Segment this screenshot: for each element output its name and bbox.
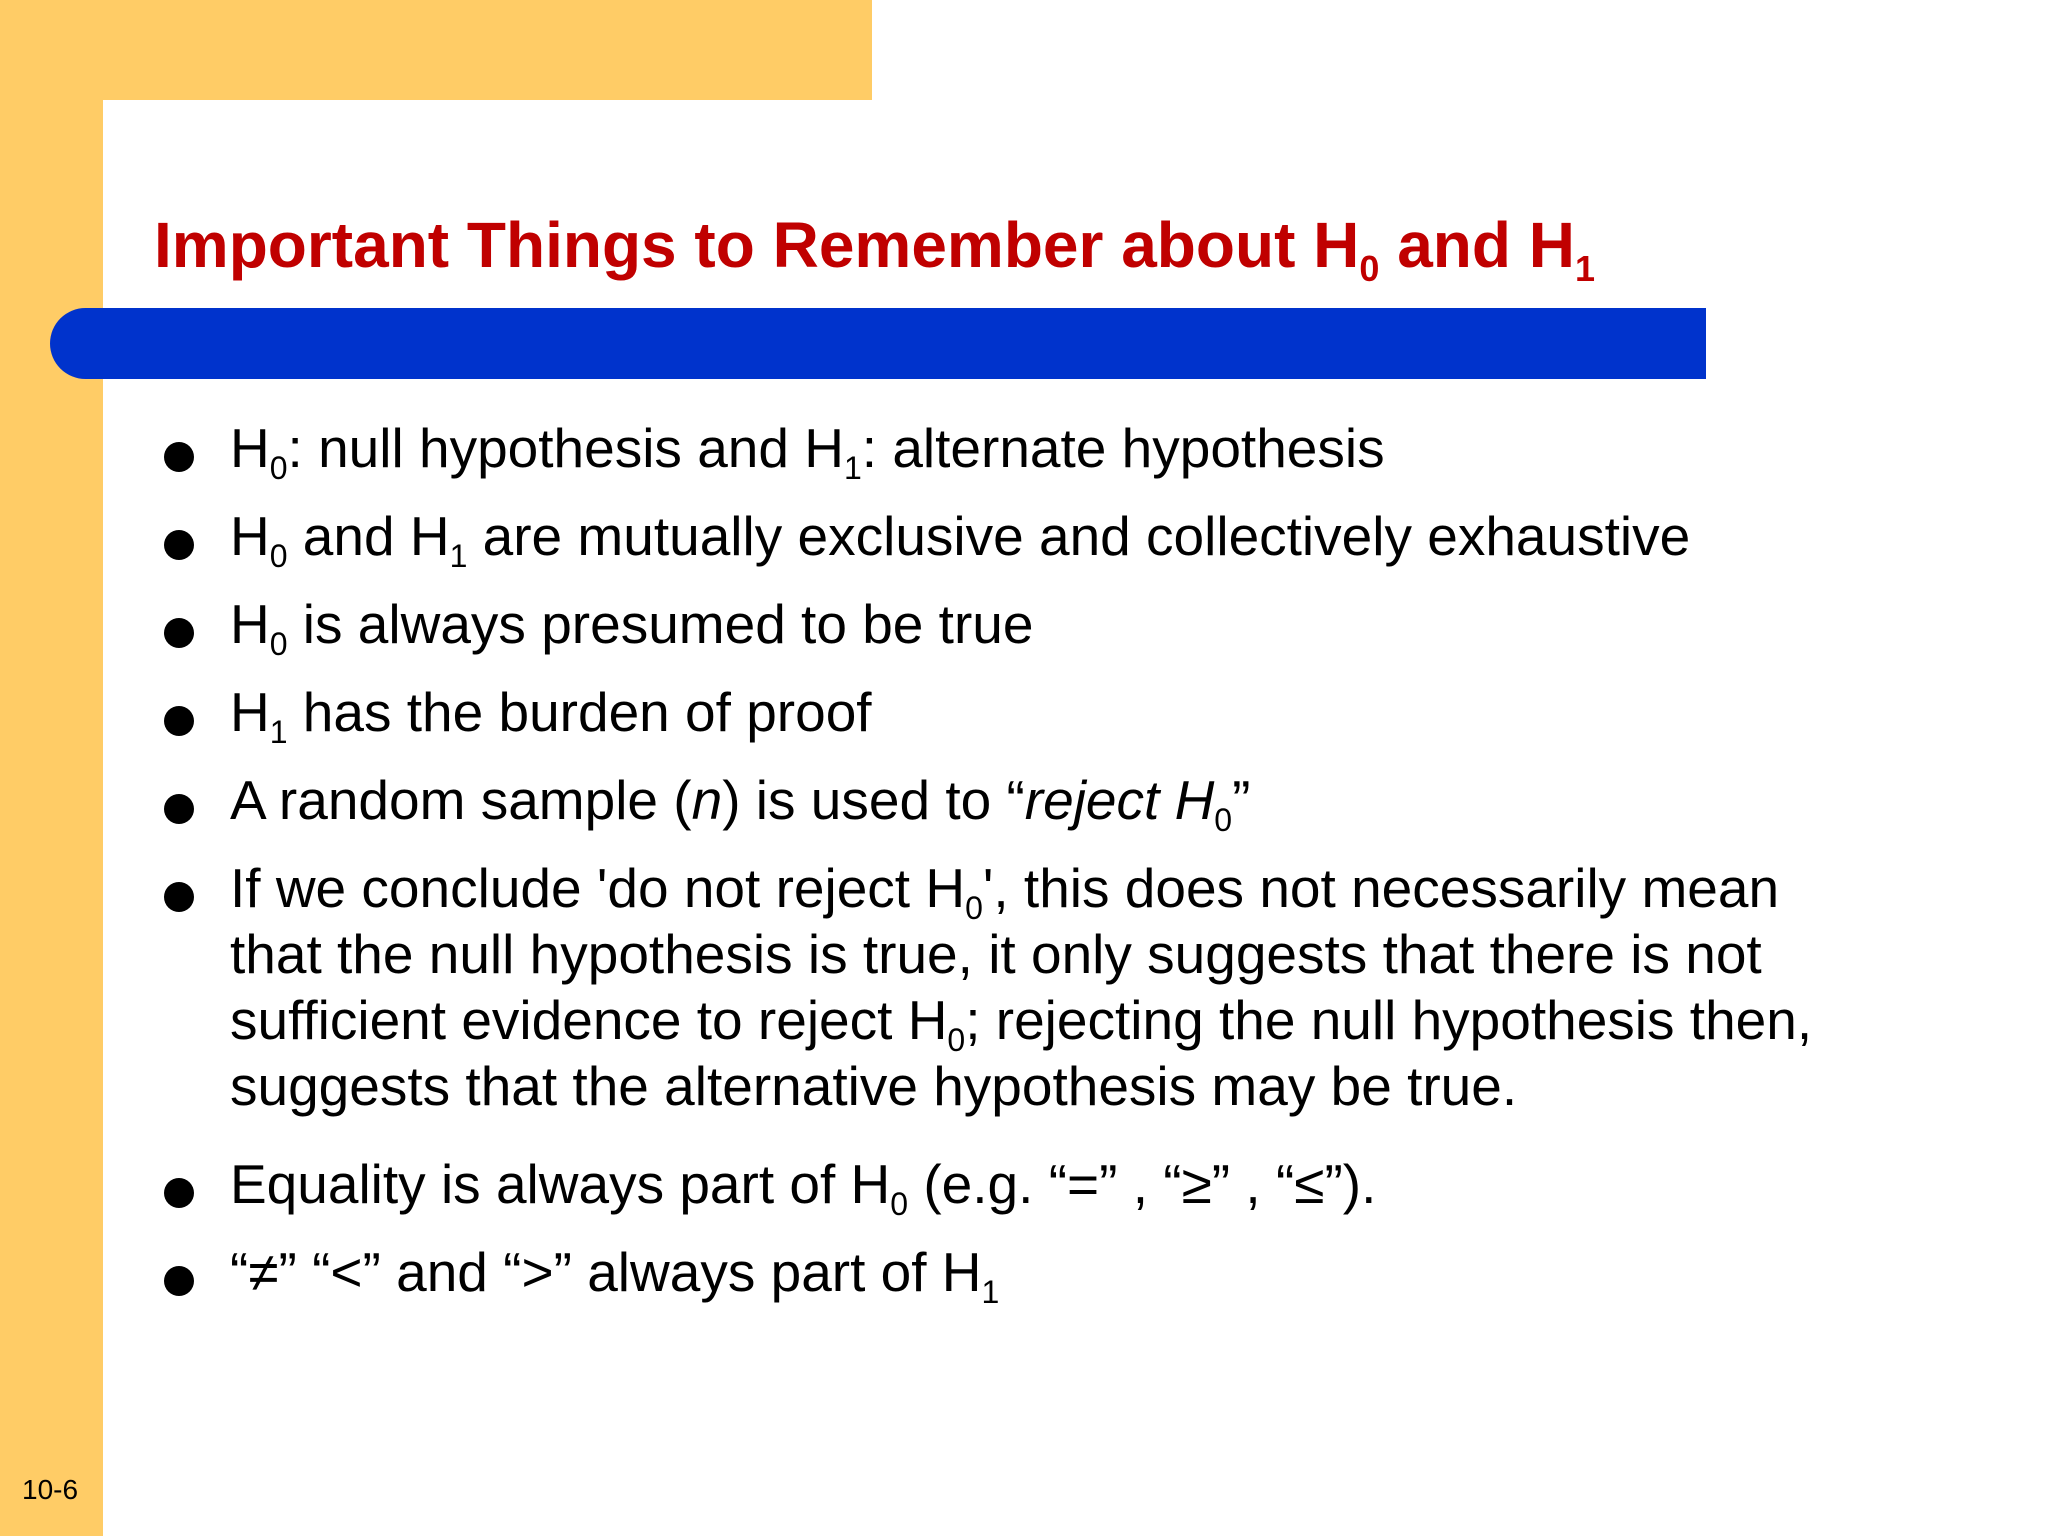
top-frame-band bbox=[0, 0, 872, 100]
bullet-item-inequality: “≠” “<” and “>” always part of $H_1$ bbox=[230, 1239, 2020, 1305]
bullet-dot-icon bbox=[164, 1178, 194, 1208]
bullet-item-hypotheses-defined: $H_0$: null hypothesis and $H_1$: alternate hypothesis bbox=[230, 415, 2020, 481]
title-underline-bar bbox=[50, 308, 1706, 379]
bullet-item-equality: Equality is always part of $H_0$ (e.g. “=” , “≥” , “≤”). bbox=[230, 1151, 2020, 1217]
bullet-dot-icon bbox=[164, 706, 194, 736]
bullet-dot-icon bbox=[164, 618, 194, 648]
bullet-dot-icon bbox=[164, 442, 194, 472]
page-number: 10-6 bbox=[22, 1474, 79, 1505]
bullet-dot-icon bbox=[164, 794, 194, 824]
bullet-item-random-sample: A random sample (n) is used to “reject $H_0$” bbox=[230, 767, 2020, 833]
slide-title: Important Things to Remember about $H_0$ and $H_1$ bbox=[154, 209, 1595, 289]
bullet-item-do-not-reject: If we conclude 'do not reject $H_0'$, this does not necessarily mean that the null hypothesis is true, it only suggests that there is not sufficient evidence to reject $H_0$; rejecting the null hypothesis then, suggests that the alternative hypothesis may be true. bbox=[230, 855, 2020, 1119]
left-frame-band bbox=[0, 0, 103, 1536]
bullet-dot-icon bbox=[164, 882, 194, 912]
bullet-item-burden-of-proof: $H_1$ has the burden of proof bbox=[230, 679, 2020, 745]
bullet-item-mutually-exclusive: $H_0$ and $H_1$ are mutually exclusive and collectively exhaustive bbox=[230, 503, 2020, 569]
bullet-dot-icon bbox=[164, 1266, 194, 1296]
bullet-item-presumed-true: $H_0$ is always presumed to be true bbox=[230, 591, 2020, 657]
bullet-dot-icon bbox=[164, 530, 194, 560]
